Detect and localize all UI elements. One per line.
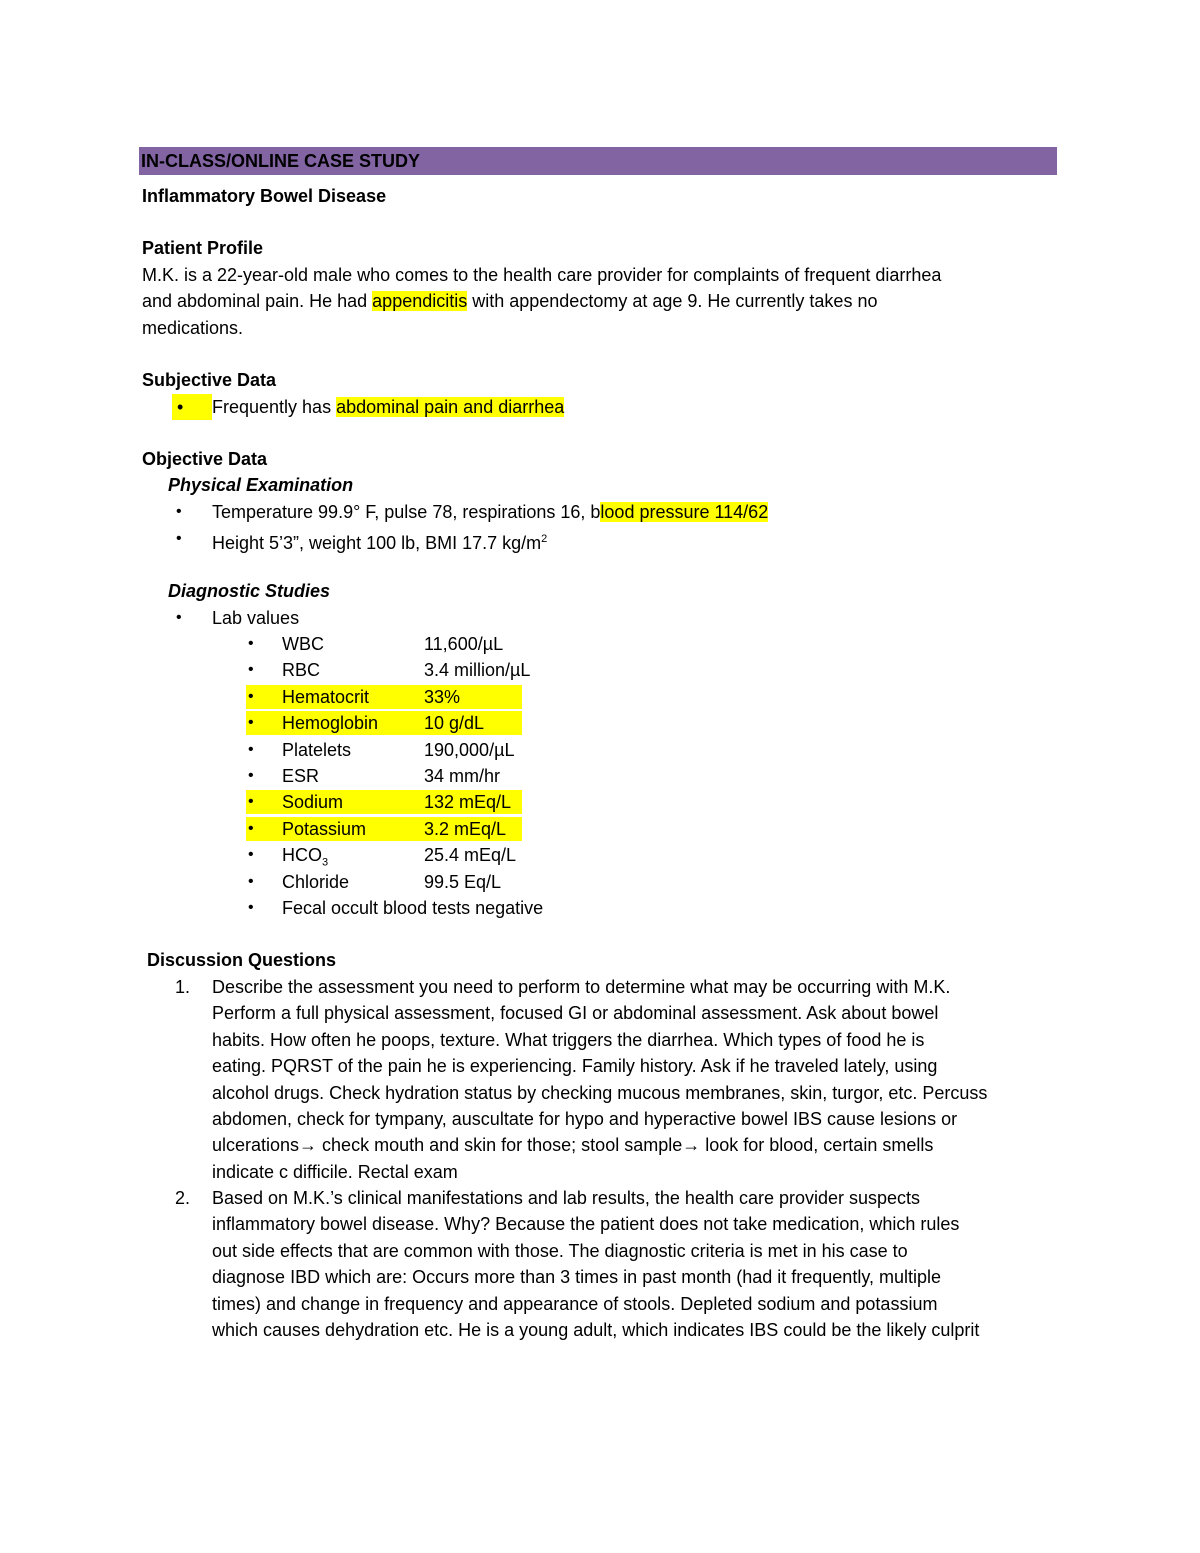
question-1-line: alcohol drugs. Check hydration status by checking mucous membranes, skin, turgor, etc. Percuss xyxy=(212,1083,988,1103)
bullet-icon: • xyxy=(248,661,254,678)
lab-name: ESR xyxy=(282,766,320,786)
question-2-line: out side effects that are common with those. The diagnostic criteria is met in his case to xyxy=(212,1241,908,1261)
profile-text: and abdominal pain. He had xyxy=(142,291,373,311)
lab-value: 33% xyxy=(424,687,461,707)
lab-row xyxy=(0,684,1200,710)
question-1-line: abdomen, check for tympany, auscultate for hypo and hyperactive bowel IBS cause lesions or xyxy=(212,1109,958,1129)
lab-name: Hemoglobin xyxy=(282,713,379,733)
lab-row xyxy=(0,869,1200,895)
lab-name: Potassium xyxy=(282,819,367,839)
bullet-icon: • xyxy=(248,635,254,652)
bullet-icon: • xyxy=(248,793,254,810)
question-1-number: 1. xyxy=(175,977,191,997)
lab-value: 10 g/dL xyxy=(424,713,485,733)
fecal-item: Fecal occult blood tests negative xyxy=(282,898,544,918)
discussion-heading: Discussion Questions xyxy=(147,950,337,970)
lab-value: 25.4 mEq/L xyxy=(424,845,517,865)
objective-heading: Objective Data xyxy=(142,449,268,469)
lab-value: 34 mm/hr xyxy=(424,766,501,786)
bullet-icon: • xyxy=(248,741,254,758)
lab-name: Chloride xyxy=(282,872,350,892)
patient-profile-line-1: M.K. is a 22-year-old male who comes to the health care provider for complaints of frequent diarrhea xyxy=(142,265,942,285)
bullet-icon: • xyxy=(248,688,254,705)
lab-value: 99.5 Eq/L xyxy=(424,872,502,892)
lab-value: 11,600/µL xyxy=(424,634,504,654)
bullet-icon: • xyxy=(248,846,254,863)
question-1-line: indicate c difficile. Rectal exam xyxy=(212,1162,458,1182)
subscript: 3 xyxy=(322,856,329,869)
highlighted-text: abdominal pain and diarrhea xyxy=(336,397,565,417)
bullet-icon: • xyxy=(248,714,254,731)
section-banner xyxy=(139,147,1057,175)
lab-row xyxy=(0,710,1200,736)
vitals-text: Temperature 99.9° F, pulse 78, respirations 16, b xyxy=(212,502,601,522)
lab-name: $HCO_3$ xyxy=(282,845,329,869)
question-2-line: Based on M.K.’s clinical manifestations and lab results, the health care provider suspects xyxy=(212,1188,921,1208)
bullet-icon: • xyxy=(172,394,212,420)
document-title: Inflammatory Bowel Disease xyxy=(142,186,387,206)
highlighted-text: appendicitis xyxy=(372,291,468,311)
lab-value: 132 mEq/L xyxy=(424,792,512,812)
bullet-icon: • xyxy=(248,899,254,916)
question-2-line: diagnose IBD which are: Occurs more than 3 times in past month (had it frequently, multiple xyxy=(212,1267,942,1287)
banner-title: IN-CLASS/ONLINE CASE STUDY xyxy=(141,151,421,171)
patient-profile-heading: Patient Profile xyxy=(142,238,264,258)
lab-row xyxy=(0,816,1200,842)
lab-value: 190,000/µL xyxy=(424,740,515,760)
question-2-line: which causes dehydration etc. He is a young adult, which indicates IBS could be the likely culprit xyxy=(212,1320,980,1340)
bullet-icon: • xyxy=(176,530,182,547)
profile-text: with appendectomy at age 9. He currently takes no xyxy=(467,291,878,311)
bullet-icon: • xyxy=(248,820,254,837)
question-2-number: 2. xyxy=(175,1188,191,1208)
bullet-icon: • xyxy=(176,503,182,520)
lab-row xyxy=(0,737,1200,763)
question-1-line: Describe the assessment you need to perform to determine what may be occurring with M.K. xyxy=(212,977,951,997)
height-item xyxy=(212,526,547,556)
diagnostic-subheading: Diagnostic Studies xyxy=(168,581,331,601)
superscript: 2 xyxy=(541,533,548,545)
bullet-icon: • xyxy=(176,609,182,626)
subjective-heading: Subjective Data xyxy=(142,370,277,390)
lab-value: 3.2 mEq/L xyxy=(424,819,507,839)
lab-name: Sodium xyxy=(282,792,344,812)
lab-row xyxy=(0,763,1200,789)
question-1-line: ulcerations→ check mouth and skin for those; stool sample→ look for blood, certain smells xyxy=(212,1135,934,1155)
subjective-text: Frequently has xyxy=(212,397,337,417)
patient-profile-line-2 xyxy=(142,288,877,314)
bullet-icon: • xyxy=(248,767,254,784)
question-2-line: inflammatory bowel disease. Why? Because the patient does not take medication, which rules xyxy=(212,1214,960,1234)
question-1-line: eating. PQRST of the pain he is experiencing. Family history. Ask if he traveled lately, using xyxy=(212,1056,938,1076)
lab-name: Hematocrit xyxy=(282,687,370,707)
lab-value: 3.4 million/µL xyxy=(424,660,531,680)
lab-values-label: Lab values xyxy=(212,608,300,628)
lab-row xyxy=(0,789,1200,815)
subjective-item xyxy=(172,394,564,420)
physical-exam-subheading: Physical Examination xyxy=(168,475,354,495)
height-text: Height 5’3”, weight 100 lb, BMI 17.7 kg/m xyxy=(212,533,542,553)
lab-name: Platelets xyxy=(282,740,352,760)
lab-name: RBC xyxy=(282,660,321,680)
lab-name: WBC xyxy=(282,634,324,654)
lab-row xyxy=(0,631,1200,657)
question-1-line: Perform a full physical assessment, focused GI or abdominal assessment. Ask about bowel xyxy=(212,1003,939,1023)
question-2-line: times) and change in frequency and appearance of stools. Depleted sodium and potassium xyxy=(212,1294,938,1314)
question-1-line: habits. How often he poops, texture. What triggers the diarrhea. Which types of food he is xyxy=(212,1030,925,1050)
vitals-item xyxy=(212,499,768,525)
lab-row xyxy=(0,657,1200,683)
lab-row xyxy=(0,842,1200,868)
highlighted-text: lood pressure 114/62 xyxy=(600,502,769,522)
patient-profile-line-3: medications. xyxy=(142,318,244,338)
bullet-icon: • xyxy=(248,873,254,890)
